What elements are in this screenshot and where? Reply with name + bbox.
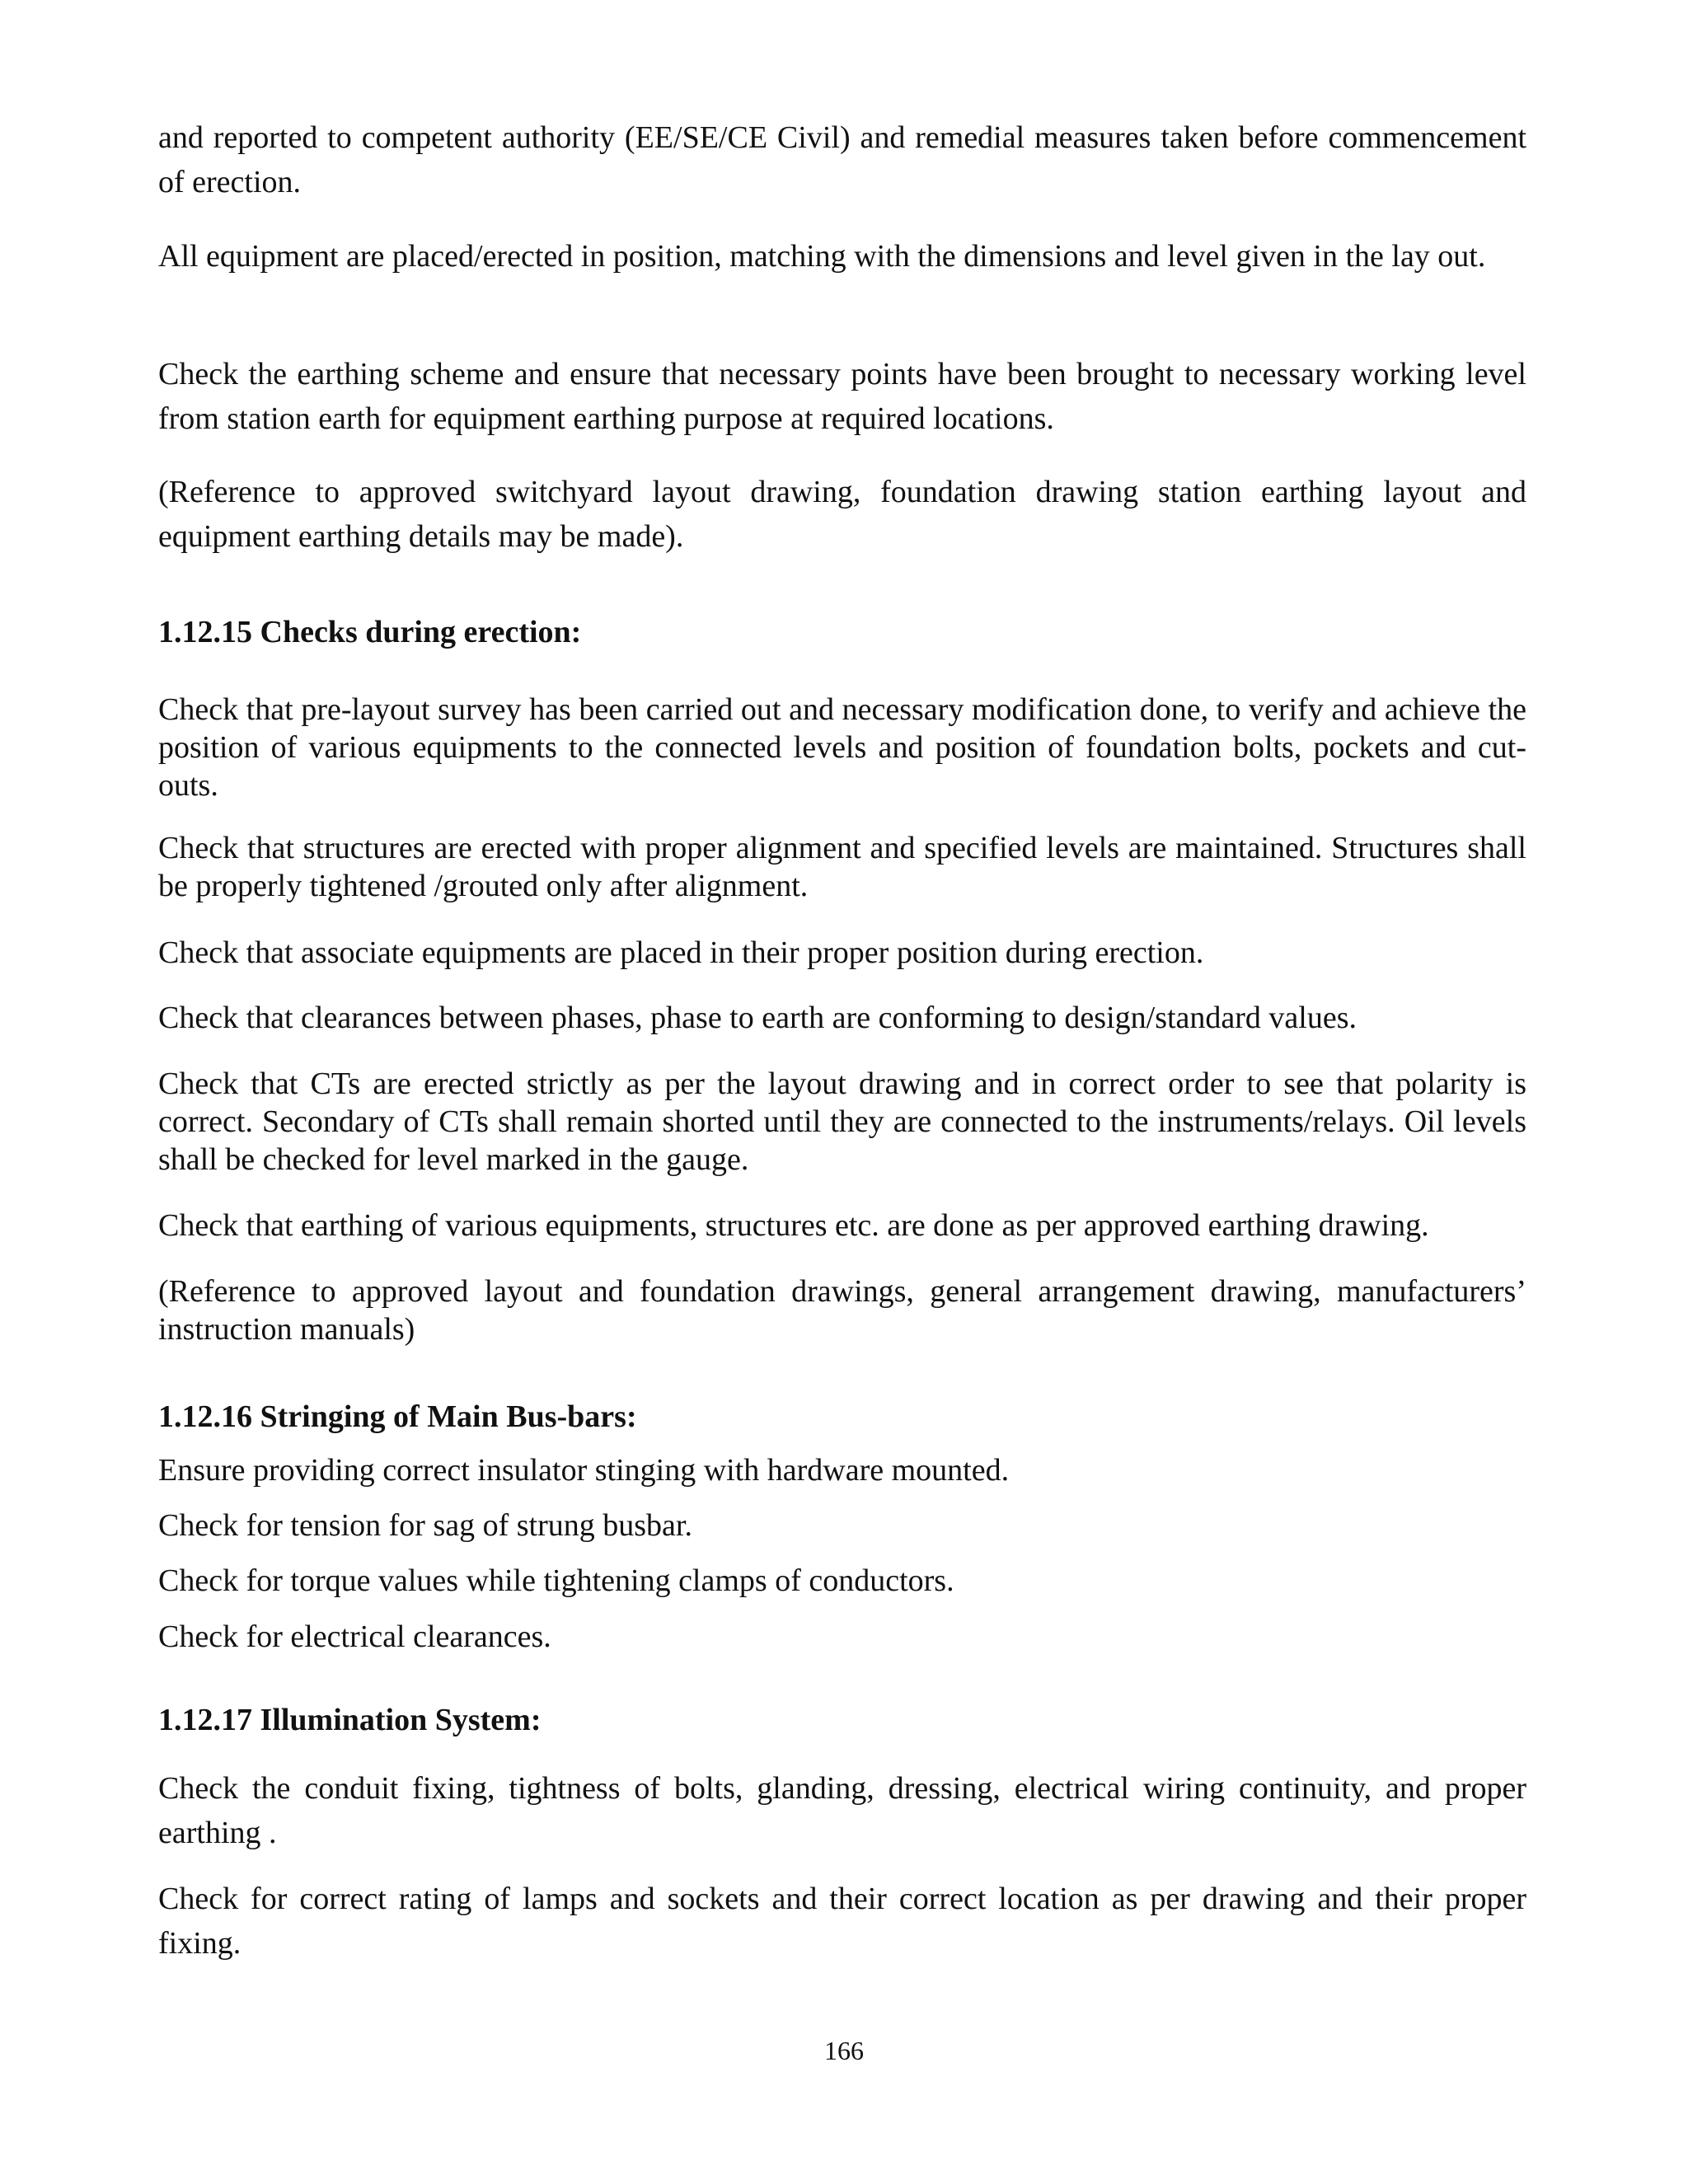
paragraph-conduit-fixing: Check the conduit fixing, tightness of bolts, glanding, dressing, electrical wiring continuity, and proper earthing . [158,1771,1526,1850]
section-heading-illumination-system: 1.12.17 Illumination System: [158,1703,542,1737]
paragraph-earthing-scheme: Check the earthing scheme and ensure that necessary points have been brought to necessary working level from station earth for equipment earthing purpose at required locations. [158,357,1526,436]
list-item: Check for tension for sag of strung busbar. [158,1508,692,1543]
paragraph-cts-erected: Check that CTs are erected strictly as per the layout drawing and in correct order to see that polarity is correct. Secondary of CTs shall remain shorted until they are connected to the instruments/relays. Oil levels shall be checked for level marked in the gauge. [158,1066,1526,1177]
paragraph-reference-switchyard: (Reference to approved switchyard layout drawing, foundation drawing station earthing layout and equipment earthing details may be made). [158,475,1526,554]
paragraph-erection-report: and reported to competent authority (EE/SE/CE Civil) and remedial measures taken before commencement of erection. [158,120,1526,199]
section-heading-stringing-bus-bars: 1.12.16 Stringing of Main Bus-bars: [158,1399,637,1434]
paragraph-structures-alignment: Check that structures are erected with proper alignment and specified levels are maintained. Structures shall be properly tightened /grouted only after alignment. [158,831,1526,903]
paragraph-pre-layout-survey: Check that pre-layout survey has been carried out and necessary modification done, to verify and achieve the position of various equipments to the connected levels and position of foundation bolts, pockets and cut-outs. [158,692,1526,803]
list-item: Check for torque values while tightening clamps of conductors. [158,1563,954,1598]
paragraph-associate-equipments: Check that associate equipments are placed in their proper position during erection. [158,935,1204,970]
paragraph-lamps-sockets: Check for correct rating of lamps and sockets and their correct location as per drawing and their proper fixing. [158,1882,1526,1961]
page-number: 166 [824,2036,864,2065]
paragraph-reference-layout: (Reference to approved layout and foundation drawings, general arrangement drawing, manufacturers’ instruction manuals) [158,1274,1526,1347]
paragraph-equipment-placed: All equipment are placed/erected in position, matching with the dimensions and level given in the lay out. [158,239,1486,274]
list-item: Check for electrical clearances. [158,1619,551,1654]
paragraph-earthing-equipments: Check that earthing of various equipments, structures etc. are done as per approved earthing drawing. [158,1208,1429,1243]
paragraph-clearances: Check that clearances between phases, phase to earth are conforming to design/standard values. [158,1001,1357,1035]
section-heading-checks-during-erection: 1.12.15 Checks during erection: [158,615,582,649]
list-item: Ensure providing correct insulator stinging with hardware mounted. [158,1453,1010,1488]
